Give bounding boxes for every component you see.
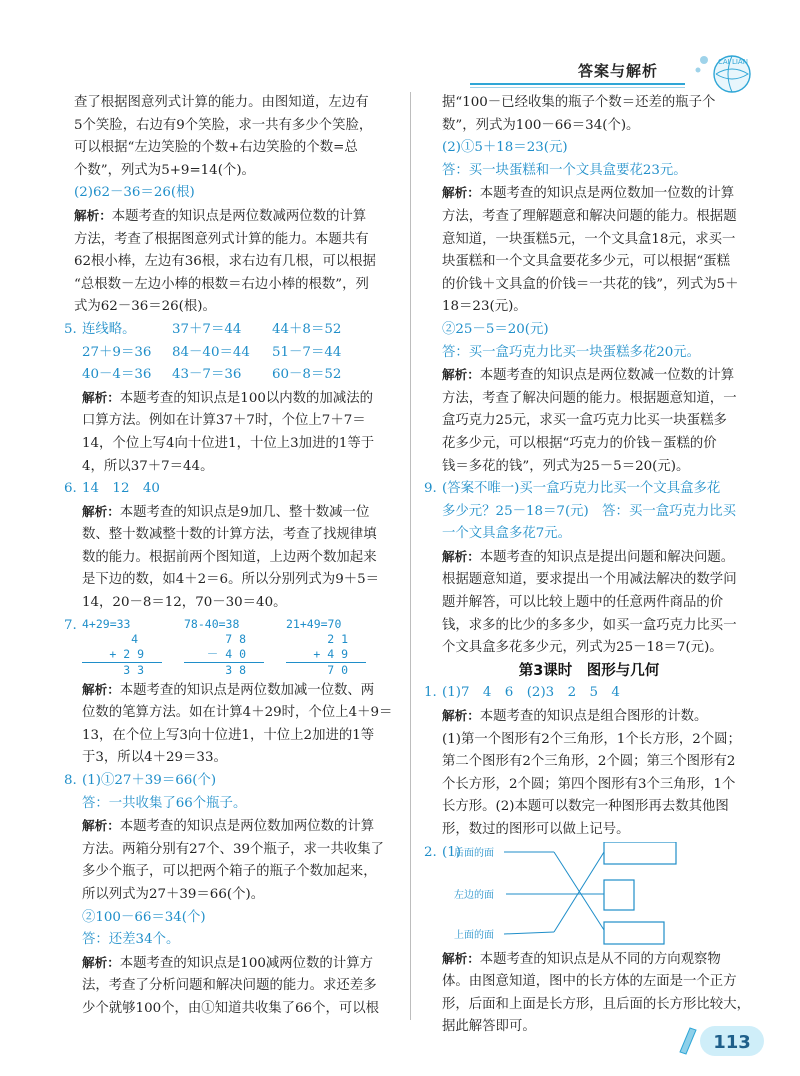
question-number: 6. bbox=[64, 481, 77, 497]
analysis-prefix: 解析： bbox=[82, 818, 120, 834]
question-5 bbox=[64, 319, 402, 478]
analysis-prefix: 解析： bbox=[442, 367, 480, 383]
rectangle-shape bbox=[604, 922, 664, 944]
q5-cell: 44＋8＝52 bbox=[272, 321, 342, 337]
analysis-line: 解析：本题考查的知识点是两位数减两位数的计算 bbox=[74, 207, 367, 224]
analysis-line: (1)第一个图形有2个三角形，1个长方形，2个圆； bbox=[442, 731, 741, 747]
analysis-line: 的价钱＋文具盒的价钱＝一共花的钱”，列式为5＋ bbox=[442, 276, 739, 292]
right-column bbox=[424, 92, 754, 1039]
q5-cell: 51－7＝44 bbox=[272, 344, 342, 360]
analysis-line: 个长方形，2个圆；第四个图形有3个三角形，1个 bbox=[442, 776, 736, 792]
analysis-line: 钱＝多花的钱”，列式为25－5＝20(元)。 bbox=[442, 458, 690, 474]
text-line: 可以根据“左边笑脸的个数+右边笑脸的个数=总 bbox=[74, 140, 358, 156]
calc-line: － 4 0 bbox=[184, 647, 264, 663]
analysis-line: 口算方法。例如在计算37＋7时，个位上7＋7＝ bbox=[82, 413, 366, 429]
analysis-prefix: 解析： bbox=[442, 185, 480, 201]
calc-line: 4 bbox=[131, 631, 138, 646]
label-left-face: 左边的面 bbox=[454, 889, 494, 901]
q8-answer: (1)①27＋39＝66(个) bbox=[82, 773, 217, 789]
analysis-line: 所以列式为27＋39＝66(个)。 bbox=[82, 887, 265, 902]
analysis-line: 解析：本题考查的知识点是两位数加两位数的计算 bbox=[82, 818, 375, 835]
analysis-line: 解析：本题考查的知识点是100减两位数的计算方 bbox=[82, 954, 373, 971]
answer-line: 答：买一盒巧克力比买一块蛋糕多花20元。 bbox=[442, 344, 701, 360]
text-line: 查了根据图意列式计算的能力。由图知道，左边有 bbox=[74, 95, 369, 110]
connector-line bbox=[504, 932, 554, 934]
analysis-line: 长方形。(2)本题可以数完一种图形再去数其他图 bbox=[442, 799, 729, 815]
vertical-calc-3 bbox=[286, 617, 366, 679]
q5-cell: 84－40＝44 bbox=[172, 344, 250, 360]
analysis-line: 位数的笔算方法。如在计算4＋29时，个位上4＋9＝ bbox=[82, 705, 393, 721]
analysis-line: 第二个图形有2个三角形，2个圆；第三个图形有2 bbox=[442, 754, 736, 770]
analysis-prefix: 解析： bbox=[442, 950, 480, 966]
calc-line: + 2 9 bbox=[82, 647, 162, 663]
calc-line: 3 3 bbox=[123, 662, 144, 677]
answer-line: ②100－66＝34(个) bbox=[82, 909, 206, 925]
question-8 bbox=[64, 770, 402, 1021]
analysis-line: 意知道，一块蛋糕5元，一个文具盒18元，求买一 bbox=[442, 231, 736, 247]
analysis-prefix: 解析： bbox=[82, 503, 120, 519]
analysis-prefix: 解析： bbox=[74, 207, 112, 223]
analysis-line: 方法，考查了理解题意和解决问题的能力。根据题 bbox=[442, 208, 737, 224]
analysis-prefix: 解析： bbox=[82, 389, 120, 405]
analysis-line: 盒巧克力25元，求买一盒巧克力比买一块蛋糕多 bbox=[442, 413, 727, 429]
analysis-line: 18＝23(元)。 bbox=[442, 299, 527, 315]
analysis-prefix: 解析： bbox=[82, 681, 120, 697]
q5-cell: 连线略。 bbox=[82, 321, 136, 337]
analysis-line: 体。由图意知道，图中的长方体的左面是一个正方 bbox=[442, 974, 737, 990]
calc-line: 7 8 bbox=[225, 631, 246, 646]
header-title: 答案与解析 bbox=[578, 62, 659, 80]
analysis-line: 于3，所以4＋29＝33。 bbox=[82, 750, 227, 766]
analysis-line: 4，所以37＋7＝44。 bbox=[82, 458, 214, 474]
lesson-title: 第3课时 图形与几何 bbox=[518, 662, 660, 679]
analysis-line: 方法，考查了根据图意列式计算的能力。本题共有 bbox=[74, 231, 369, 247]
answer-line: (2)62－36＝26(根) bbox=[74, 185, 195, 201]
g1-answer: (1)7 4 6 (2)3 2 5 4 bbox=[442, 685, 620, 701]
left-column bbox=[64, 92, 402, 1021]
analysis-line: 解析：本题考查的知识点是从不同的方向观察物 bbox=[442, 950, 721, 967]
analysis-line: 数、整十数减整十数的计算方法，考查了找规律填 bbox=[82, 527, 377, 543]
vertical-calcs bbox=[82, 615, 402, 679]
vertical-calc-2 bbox=[184, 617, 264, 679]
question-7 bbox=[64, 615, 402, 770]
q5-cell: 43－7＝36 bbox=[172, 367, 242, 383]
analysis-line: 62根小棒，左边有36根，求右边有几根，可以根据 bbox=[74, 254, 376, 270]
vertical-calc-1 bbox=[82, 617, 162, 679]
analysis-line: 钱，求多的比少的多多少，如买一盒巧克力比买一 bbox=[442, 617, 737, 633]
analysis-line: 解析：本题考查的知识点是9加几、整十数减一位 bbox=[82, 503, 370, 520]
analysis-prefix: 解析： bbox=[82, 954, 120, 970]
calc-line: 7 0 bbox=[327, 662, 348, 677]
text-line: 数”，列式为100－66＝34(个)。 bbox=[442, 117, 640, 133]
q5-row bbox=[82, 364, 402, 387]
answer-line: 一个文具盒多花7元。 bbox=[442, 526, 572, 542]
calc-equation: 21+49=70 bbox=[286, 616, 342, 631]
calc-equation: 4+29=33 bbox=[82, 616, 131, 631]
analysis-prefix: 解析： bbox=[442, 708, 480, 724]
question-number: 5. bbox=[64, 321, 77, 337]
q9-answer: (答案不唯一)买一盒巧克力比买一个文具盒多花 bbox=[442, 481, 721, 497]
label-top-face: 上面的面 bbox=[454, 929, 494, 941]
analysis-line: 解析：本题考查的知识点是两位数加一位数的计算 bbox=[442, 185, 735, 202]
page-number: 113 bbox=[713, 1032, 751, 1053]
calc-line: 2 1 bbox=[327, 631, 348, 646]
q5-cell: 27＋9＝36 bbox=[82, 344, 152, 360]
calc-equation: 78-40=38 bbox=[184, 616, 240, 631]
analysis-line: 14，20－8＝12，70－30＝40。 bbox=[82, 595, 287, 611]
geometry-question-2 bbox=[424, 842, 754, 948]
calc-line: 3 8 bbox=[225, 662, 246, 677]
rectangle-shape bbox=[604, 842, 676, 864]
square-shape bbox=[604, 880, 634, 910]
analysis-line: 花多少元，可以根据“巧克力的价钱－蛋糕的价 bbox=[442, 435, 717, 451]
column-divider bbox=[410, 92, 411, 1020]
answer-line: 答：一共收集了66个瓶子。 bbox=[82, 795, 247, 811]
question-8-continued bbox=[424, 92, 754, 478]
answer-line: (2)①5＋18＝23(元) bbox=[442, 140, 568, 156]
analysis-line: 块蛋糕和一个文具盒要花多少元，可以根据“蛋糕 bbox=[442, 254, 731, 270]
question-number: 8. bbox=[64, 773, 77, 789]
question-9 bbox=[424, 478, 754, 660]
q5-cell: 40－4＝36 bbox=[82, 367, 152, 383]
analysis-line: 解析：本题考查的知识点是两位数减一位数的计算 bbox=[442, 367, 735, 384]
analysis-line: 解析：本题考查的知识点是两位数加减一位数、两 bbox=[82, 681, 375, 698]
answer-line: 答：买一块蛋糕和一个文具盒要花23元。 bbox=[442, 162, 687, 178]
part-label: (1) bbox=[442, 844, 461, 860]
analysis-line: 多少个瓶子，可以把两个箱子的瓶子个数加起来， bbox=[82, 864, 377, 880]
analysis-prefix: 解析： bbox=[442, 548, 480, 564]
q5-row bbox=[64, 319, 402, 342]
question-number: 1. bbox=[424, 685, 437, 701]
analysis-line: 解析：本题考查的知识点是组合图形的计数。 bbox=[442, 708, 708, 725]
question-number: 2. bbox=[424, 844, 437, 860]
answer-line: ②25－5＝20(元) bbox=[442, 321, 549, 337]
q5-row bbox=[82, 342, 402, 365]
analysis-line: 题并解答，可以比较上题中的任意两件商品的价 bbox=[442, 595, 724, 611]
question-number: 7. bbox=[64, 617, 77, 633]
q6-answer: 14 12 40 bbox=[82, 481, 160, 497]
q5-cell: 60－8＝52 bbox=[272, 367, 342, 383]
calc-line: + 4 9 bbox=[286, 647, 366, 663]
pencil-icon bbox=[680, 1028, 696, 1054]
analysis-line: 数的能力。根据前两个图知道，上边两个数加起来 bbox=[82, 549, 377, 565]
analysis-line: 是下边的数，如4＋2＝6。所以分别列式为9＋5＝ bbox=[82, 572, 380, 588]
analysis-line: 式为62－36＝26(根)。 bbox=[74, 299, 216, 315]
analysis-line: 形，后面和上面是长方形，且后面的长方形比较大， bbox=[442, 996, 750, 1012]
analysis-line: 解析：本题考查的知识点是提出问题和解决问题。 bbox=[442, 548, 735, 565]
header-rule bbox=[470, 83, 685, 85]
answer-line: 多少元？25－18＝7(元) 答：买一盒巧克力比买 bbox=[442, 503, 737, 519]
answer-line: 答：还差34个。 bbox=[82, 932, 180, 948]
text-line: 据“100－已经收集的瓶子个数＝还差的瓶子个 bbox=[442, 95, 716, 110]
text-line: 5个笑脸，右边有9个笑脸，求一共有多少个笑脸， bbox=[74, 117, 373, 133]
text-line: 个数”，列式为5+9=14(个)。 bbox=[74, 162, 255, 178]
analysis-line: 14，个位上写4向十位进1，十位上3加进的1等于 bbox=[82, 435, 375, 451]
analysis-line: “总根数－左边小棒的根数＝右边小棒的根数”，列 bbox=[74, 276, 369, 292]
analysis-line: 个文具盒多花多少元，列式为25－18＝7(元)。 bbox=[442, 640, 723, 656]
header-rule-thin bbox=[470, 87, 685, 88]
analysis-line: 方法，考查了解决问题的能力。根据题意知道，一 bbox=[442, 390, 737, 406]
analysis-line: 法，考查了分析问题和解决问题的能力。求还差多 bbox=[82, 978, 377, 994]
analysis-line: 解析：本题考查的知识点是100以内数的加减法的 bbox=[82, 389, 373, 406]
view-matching-diagram bbox=[454, 842, 754, 946]
analysis-line: 少个就够100个，由①知道共收集了66个，可以根 bbox=[82, 1000, 380, 1016]
analysis-line: 据此解答即可。 bbox=[442, 1019, 536, 1035]
q5-cell: 37＋7＝44 bbox=[172, 321, 242, 337]
page-number-badge bbox=[672, 1018, 768, 1062]
analysis-line: 方法。两箱分别有27个、39个瓶子，求一共收集了 bbox=[82, 841, 384, 857]
question-number: 9. bbox=[424, 481, 437, 497]
analysis-line: 13，在个位上写3向十位进1，十位上2加进的1等 bbox=[82, 727, 375, 743]
analysis-line: 形，数过的图形可以做上记号。 bbox=[442, 822, 630, 837]
geometry-question-1 bbox=[424, 682, 754, 841]
analysis-line: 根据题意知道，要求提出一个用减法解决的数学问 bbox=[442, 572, 737, 588]
question-6 bbox=[64, 478, 402, 615]
logo-text: CAI LIAN bbox=[718, 58, 748, 66]
label-back-face: 后面的面 bbox=[454, 847, 494, 859]
